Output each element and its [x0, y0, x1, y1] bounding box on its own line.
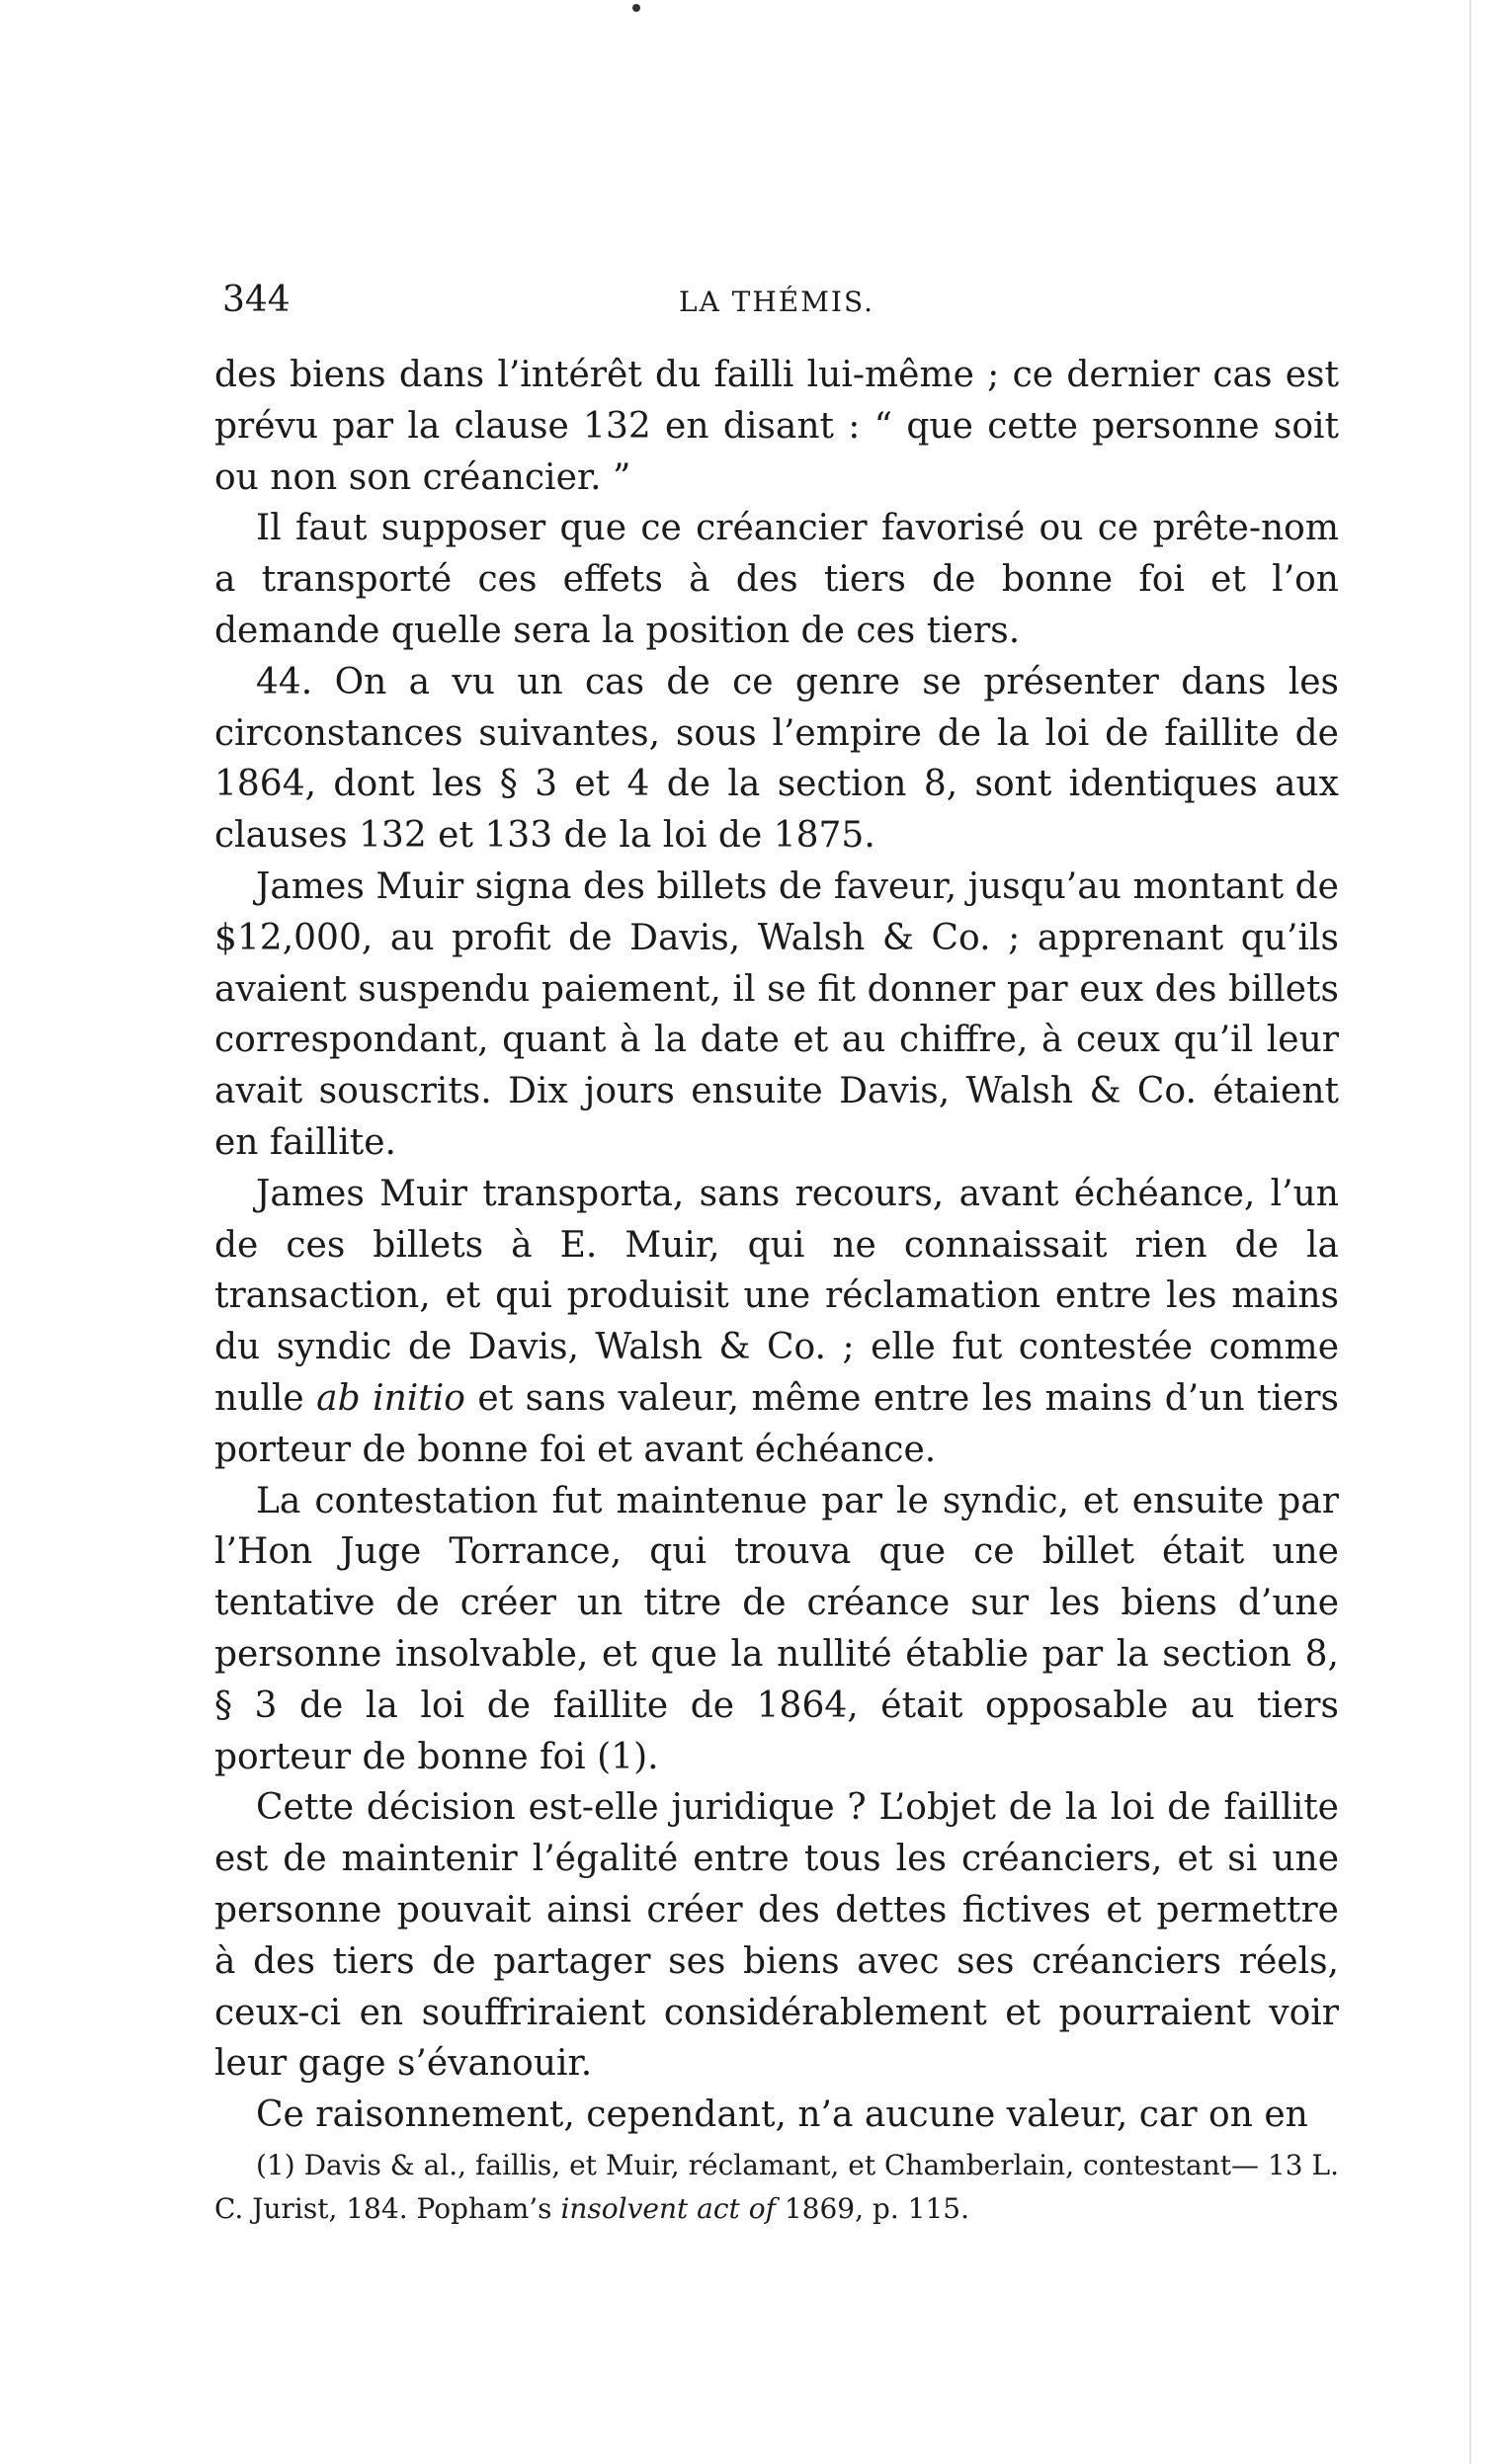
paragraph: James Muir signa des billets de faveur, jusqu’au montant de $12,000, au profit de Davis, Walsh & Co. ; apprenant qu’ils avaient suspendu paiement, il se fit donner par eux des billets correspondant, quant à la date et au chiffre, à ceux qu’il leur avait souscrits. Dix jours ensuite Davis, Walsh & Co. étaient en faillite. [214, 865, 1339, 1163]
print-speck [632, 4, 640, 12]
body-text [214, 350, 1339, 2141]
footnote [214, 2144, 1339, 2231]
paragraph-text: James Muir transporta, sans recours, avant échéance, l’un de ces billets à E. Muir, qui ne connaissait rien de la transaction, et qui produisit une réclamation entre les mains du syndic de Davis, Walsh & Co. ; elle fut contestée comme nulle [214, 1173, 1339, 1419]
footnote-text: (1) Davis & al., faillis, et Muir, réclamant, et Chamberlain, contestant— 13 L. C. Jurist, 184. Popham’s [214, 2149, 1339, 2225]
footnotes [214, 2144, 1339, 2231]
paragraph [214, 1169, 1339, 1476]
paragraph: 44. On a vu un cas de ce genre se présenter dans les circonstances suivantes, sous l’empire de la loi de faillite de 1864, dont les § 3 et 4 de la section 8, sont identiques aux clauses 132 et 133 de la loi de 1875. [214, 661, 1339, 857]
page-header [214, 280, 1339, 323]
paragraph: La contestation fut maintenue par le syndic, et ensuite par l’Hon Juge Torrance, qui trouva que ce billet était une tentative de créer un titre de créance sur les biens d’une personne insolvable, et que la nullité établie par la section 8, § 3 de la loi de faillite de 1864, était opposable au tiers porteur de bonne foi (1). [214, 1480, 1339, 1777]
paragraph-text: et sans valeur, même entre les mains d’un tiers porteur de bonne foi et avant échéance. [214, 1377, 1339, 1470]
paragraph: Cette décision est-elle juridique ? L’objet de la loi de faillite est de maintenir l’égalité entre tous les créanciers, et si une personne pouvait ainsi créer des dettes fictives et permettre à des tiers de partager ses biens avec ses créanciers réels, ceux-ci en souffriraient considérablement et pourraient voir leur gage s’évanouir. [214, 1787, 1339, 2085]
latin-term: ab initio [316, 1377, 465, 1419]
page-number: 344 [222, 280, 291, 320]
paragraph: Il faut supposer que ce créancier favorisé ou ce prête-nom a transporté ces effets à des tiers de bonne foi et l’on demande quelle sera la position de ces tiers. [214, 508, 1339, 651]
running-title: LA THÉMIS. [678, 286, 875, 318]
footnote-text: 1869, p. 115. [784, 2192, 969, 2225]
footnote-italic: insolvent act of [560, 2192, 776, 2225]
page-edge [1469, 0, 1471, 2464]
paragraph: des biens dans l’intérêt du failli lui-même ; ce dernier cas est prévu par la clause 132 en disant : “ que cette personne soit ou non son créancier. ” [214, 355, 1339, 498]
paragraph: Ce raisonnement, cependant, n’a aucune valeur, car on en [256, 2094, 1308, 2136]
